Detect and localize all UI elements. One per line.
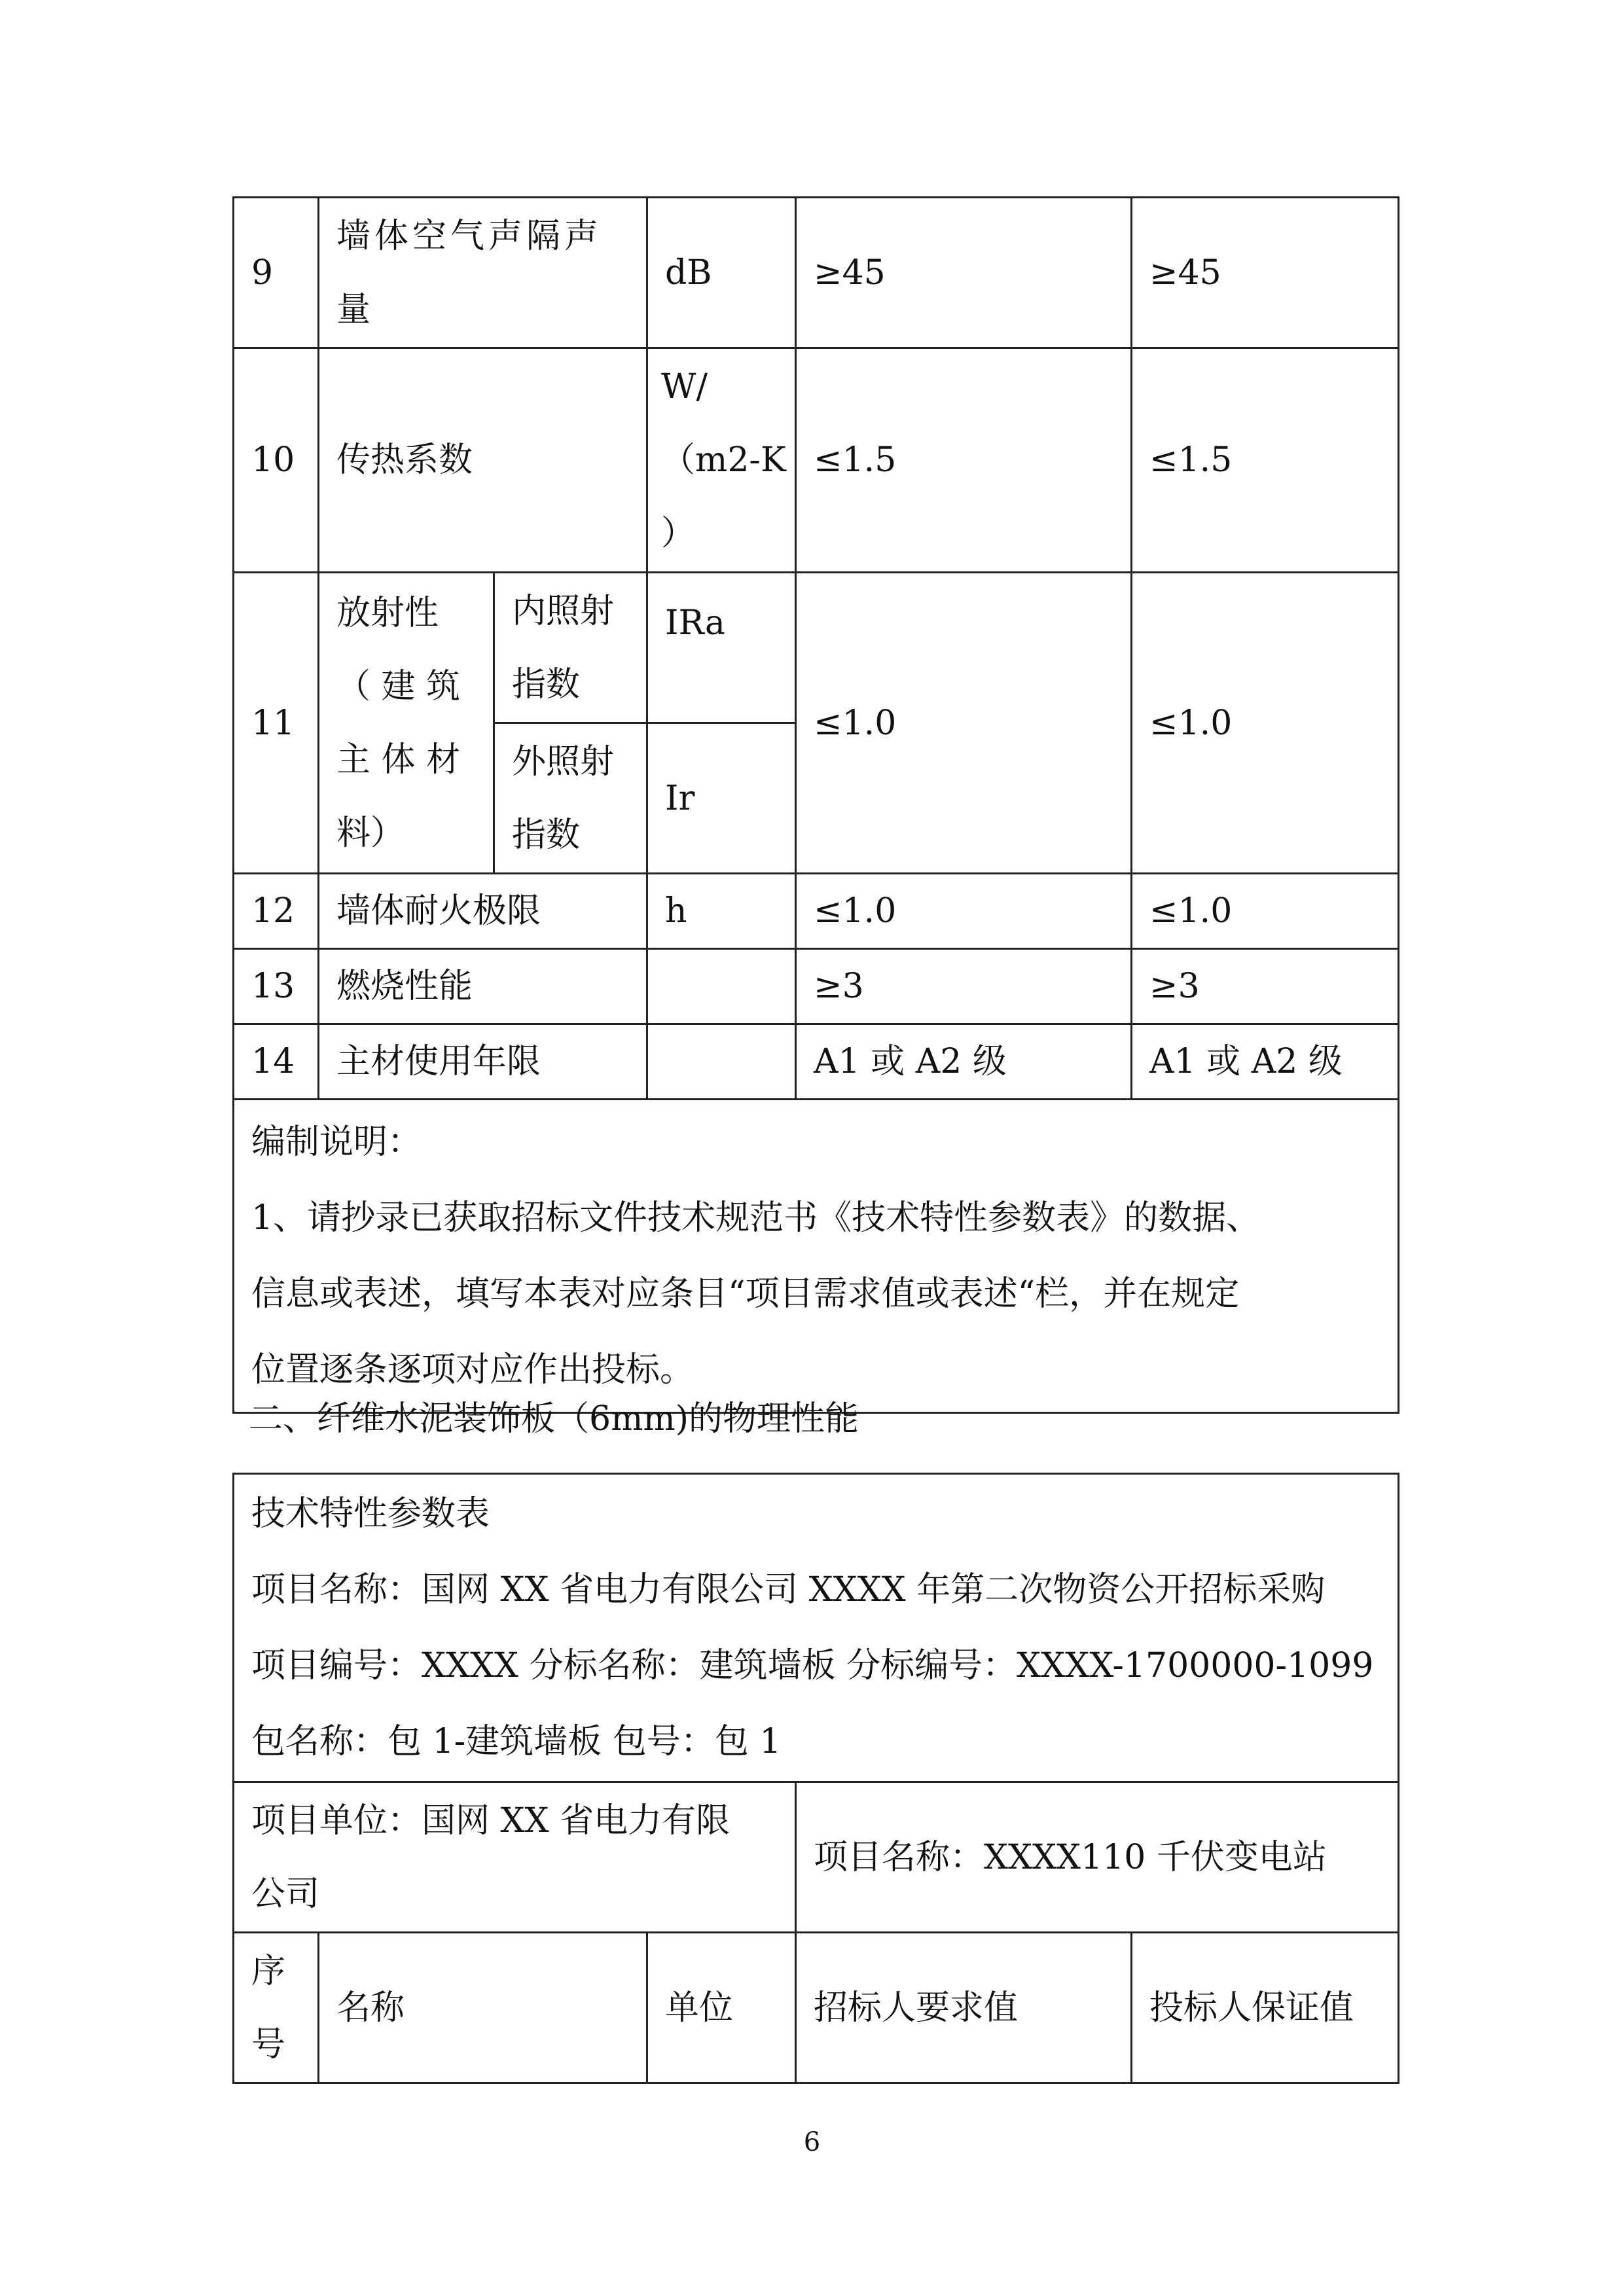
table-row: [234, 949, 1399, 1024]
table-header-block: [234, 1474, 1399, 1782]
row-guaranteed: ≤1.0: [1132, 573, 1399, 874]
column-header-guaranteed: 投标人保证值: [1132, 1933, 1399, 2083]
notes-line: 信息或表述，填写本表对应条目“项目需求值或表述“栏，并在规定: [251, 1274, 1240, 1314]
compilation-notes: [234, 1100, 1399, 1413]
row-unit: W/ （m2-K ）: [647, 348, 796, 573]
table-row: [234, 1100, 1399, 1413]
notes-line: 位置逐条逐项对应作出投标。: [251, 1350, 695, 1390]
row-required: ≥45: [796, 198, 1132, 348]
page-number: 6: [803, 2127, 821, 2157]
row-required: ≤1.0: [796, 874, 1132, 949]
row-number: 9: [234, 198, 319, 348]
table-title: 技术特性参数表: [251, 1494, 490, 1534]
row-name: 传热系数: [319, 348, 647, 573]
table-row: [234, 348, 1399, 573]
section-title: 二、纤维水泥装饰板（6mm)的物理性能: [249, 1399, 859, 1439]
row-number: 14: [234, 1024, 319, 1100]
table-row: [234, 198, 1399, 348]
row-name: 墙体耐火极限: [319, 874, 647, 949]
tech-params-table-continued: [232, 196, 1399, 1414]
column-header-row: [234, 1933, 1399, 2083]
row-name: 主材使用年限: [319, 1024, 647, 1100]
row-unit: [647, 949, 796, 1024]
tender-info: [234, 1474, 1399, 1782]
notes-title: 编制说明：: [251, 1122, 422, 1162]
table-row: [234, 1024, 1399, 1100]
row-name: 燃烧性能: [319, 949, 647, 1024]
project-name: 项目名称：XXXX110 千伏变电站: [796, 1782, 1399, 1933]
row-required: ≤1.0: [796, 573, 1132, 874]
sub-item-name: 外照射 指数: [494, 723, 647, 874]
row-unit: [647, 1024, 796, 1100]
sub-item-name: 内照射 指数: [494, 573, 647, 723]
row-unit: dB: [647, 198, 796, 348]
tender-package: 包名称：包 1-建筑墙板 包号：包 1: [251, 1722, 782, 1761]
row-guaranteed: ≥45: [1132, 198, 1399, 348]
sub-item-unit: Ir: [647, 723, 796, 874]
tender-codes: 项目编号：XXXX 分标名称：建筑墙板 分标编号：XXXX-1700000-1099: [251, 1646, 1374, 1685]
column-header-unit: 单位: [647, 1933, 796, 2083]
project-unit: 项目单位：国网 XX 省电力有限 公司: [234, 1782, 796, 1933]
tender-project-name: 项目名称：国网 XX 省电力有限公司 XXXX 年第二次物资公开招标采购: [251, 1570, 1326, 1609]
table-row: [234, 1782, 1399, 1933]
row-guaranteed: ≥3: [1132, 949, 1399, 1024]
row-name: 墙体空气声隔声 量: [319, 198, 647, 348]
row-unit: h: [647, 874, 796, 949]
row-number: 12: [234, 874, 319, 949]
row-name: 放射性 （ 建 筑 主 体 材 料）: [319, 573, 494, 874]
row-required: A1 或 A2 级: [796, 1024, 1132, 1100]
column-header-no: 序 号: [234, 1933, 319, 2083]
notes-line: 1、请抄录已获取招标文件技术规范书《技术特性参数表》的数据、: [251, 1198, 1261, 1238]
table-row: [234, 874, 1399, 949]
sub-item-unit: IRa: [647, 573, 796, 723]
row-guaranteed: ≤1.0: [1132, 874, 1399, 949]
row-guaranteed: ≤1.5: [1132, 348, 1399, 573]
row-number: 13: [234, 949, 319, 1024]
row-number: 11: [234, 573, 319, 874]
tech-params-table: [232, 1473, 1399, 2084]
column-header-name: 名称: [319, 1933, 647, 2083]
table-row: [234, 573, 1399, 723]
column-header-required: 招标人要求值: [796, 1933, 1132, 2083]
row-number: 10: [234, 348, 319, 573]
row-guaranteed: A1 或 A2 级: [1132, 1024, 1399, 1100]
row-required: ≤1.5: [796, 348, 1132, 573]
row-required: ≥3: [796, 949, 1132, 1024]
